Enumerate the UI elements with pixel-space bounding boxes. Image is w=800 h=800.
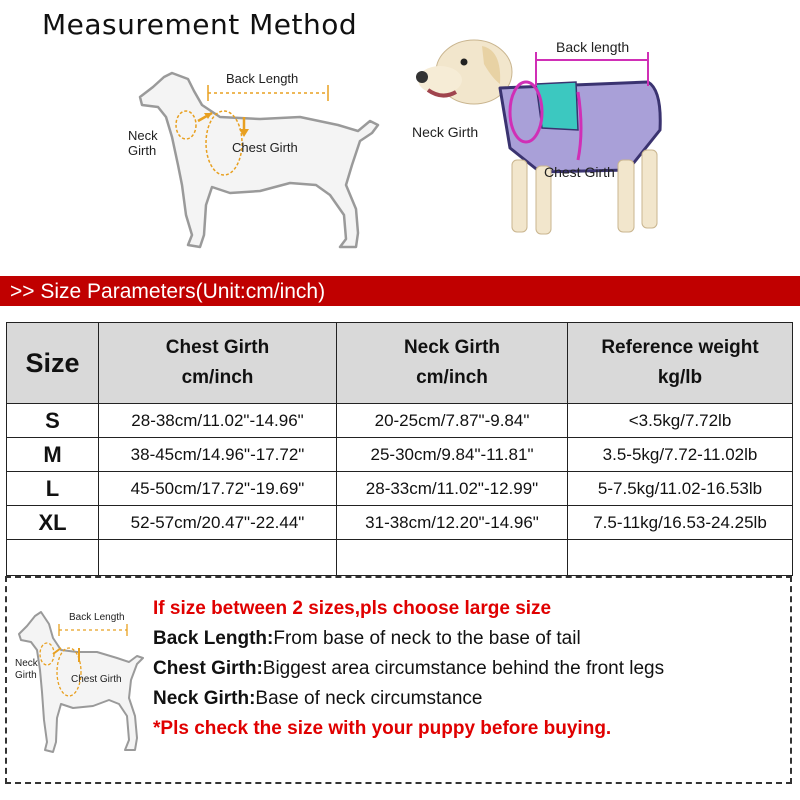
chest-girth-label-right: Chest Girth <box>544 164 615 180</box>
banner-text: >> Size Parameters(Unit:cm/inch) <box>10 280 326 303</box>
table-row <box>7 438 793 472</box>
dog-coat-photo <box>410 20 695 248</box>
chest-girth-label: Chest Girth <box>232 140 298 155</box>
back-length-note <box>153 628 581 650</box>
neck-cell: 20-25cm/7.87"-9.84" <box>337 404 568 438</box>
page-title: Measurement Method <box>42 8 358 41</box>
neck-girth-note-label: Neck Girth: <box>153 688 256 709</box>
size-cell: M <box>7 438 99 472</box>
header-chest-girth: Chest Girth cm/inch <box>99 323 337 404</box>
neck-cell: 25-30cm/9.84"-11.81" <box>337 438 568 472</box>
neck-cell: 31-38cm/12.20"-14.96" <box>337 506 568 540</box>
mini-neck-label-2: Girth <box>15 670 37 681</box>
weight-cell: 7.5-11kg/16.53-24.25lb <box>568 506 793 540</box>
neck-girth-label-1: Neck <box>128 128 158 143</box>
header-size: Size <box>7 323 99 404</box>
header-neck-girth: Neck Girth cm/inch <box>337 323 568 404</box>
mini-neck-label-1: Neck <box>15 658 38 669</box>
back-length-note-label: Back Length: <box>153 628 274 649</box>
chest-cell: 28-38cm/11.02"-14.96" <box>99 404 337 438</box>
empty-cell <box>99 540 337 576</box>
mini-dog-diagram <box>13 600 147 776</box>
dog-head-icon <box>416 40 512 104</box>
header-reference-weight: Reference weight kg/lb <box>568 323 793 404</box>
back-length-label: Back Length <box>226 71 299 86</box>
chest-girth-note-text: Biggest area circumstance behind the front legs <box>262 658 665 679</box>
empty-cell <box>7 540 99 576</box>
neck-cell: 28-33cm/11.02"-12.99" <box>337 472 568 506</box>
table-row-empty <box>7 540 793 576</box>
neck-girth-label-right: Neck Girth <box>412 124 479 140</box>
weight-cell: 3.5-5kg/7.72-11.02lb <box>568 438 793 472</box>
size-cell: L <box>7 472 99 506</box>
size-cell: S <box>7 404 99 438</box>
chest-cell: 38-45cm/14.96"-17.72" <box>99 438 337 472</box>
neck-girth-note <box>153 688 482 710</box>
weight-cell: 5-7.5kg/11.02-16.53lb <box>568 472 793 506</box>
neck-girth-label-2: Girth <box>128 143 157 158</box>
mini-back-length-label: Back Length <box>69 612 125 623</box>
dog-silhouette-icon <box>140 73 378 247</box>
size-cell: XL <box>7 506 99 540</box>
chest-girth-note-label: Chest Girth: <box>153 658 263 679</box>
empty-cell <box>337 540 568 576</box>
table-header-row <box>7 323 793 404</box>
chest-cell: 52-57cm/20.47"-22.44" <box>99 506 337 540</box>
back-length-note-text: From base of neck to the base of tail <box>273 628 581 649</box>
neck-girth-note-text: Base of neck circumstance <box>255 688 483 709</box>
chest-girth-note <box>153 658 664 680</box>
table-row <box>7 506 793 540</box>
warning-note: *Pls check the size with your puppy before buying. <box>153 718 612 739</box>
chest-cell: 45-50cm/17.72"-19.69" <box>99 472 337 506</box>
back-length-label-right: Back length <box>556 39 630 55</box>
size-tip: If size between 2 sizes,pls choose large size <box>153 598 552 619</box>
dog-outline-diagram <box>120 55 400 270</box>
notes-box <box>5 576 792 784</box>
table-row <box>7 404 793 438</box>
weight-cell: <3.5kg/7.72lb <box>568 404 793 438</box>
mini-chest-label: Chest Girth <box>71 674 122 685</box>
table-row <box>7 472 793 506</box>
size-table <box>6 322 793 576</box>
empty-cell <box>568 540 793 576</box>
